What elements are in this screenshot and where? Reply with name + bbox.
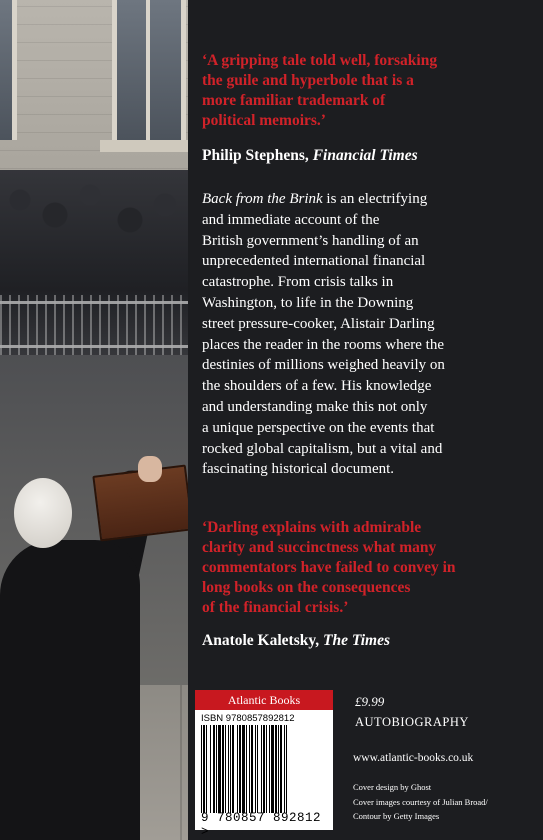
publisher-label: Atlantic Books bbox=[195, 690, 333, 710]
barcode-bar bbox=[201, 725, 202, 813]
review-attribution-ft: Philip Stephens, Financial Times bbox=[202, 147, 418, 164]
isbn-label: ISBN 9780857892812 bbox=[201, 713, 295, 724]
category: AUTOBIOGRAPHY bbox=[355, 715, 469, 729]
barcode-bar bbox=[239, 725, 241, 813]
man-hand bbox=[138, 456, 162, 482]
barcode-bar bbox=[242, 725, 245, 813]
barcode-bar bbox=[284, 725, 285, 813]
barcode-bar bbox=[255, 725, 256, 813]
barcode-bar bbox=[275, 725, 277, 813]
building-window bbox=[112, 0, 186, 145]
publisher-website: www.atlantic-books.co.uk bbox=[353, 752, 474, 764]
barcode-bar bbox=[218, 725, 221, 813]
book-title: Back from the Brink bbox=[202, 191, 323, 207]
barcode-box bbox=[195, 710, 333, 839]
barcode-bar bbox=[286, 725, 287, 813]
barcode-bar bbox=[222, 725, 224, 813]
building-window bbox=[0, 0, 17, 140]
book-description: Back from the Brink is an electrifying and immediate account of the British government’s handling of an unprecedented international financial catastrophe. From crisis talks in Washington, to life in the Downing street pressure-cooker, Alistair Darling places the reader in the rooms where the destinies of millions weighed heavily on the shoulders of a few. His knowledge and understanding make this not only a unique perspective on the events that rocked global capitalism, but a vital and fascinating historical document. bbox=[202, 191, 445, 478]
barcode-bar bbox=[203, 725, 205, 813]
review-quote-ft: ‘A gripping tale told well, forsaking the guile and hyperbole that is a more familiar trademark of political memoirs.’ bbox=[202, 52, 438, 129]
barcode-bar bbox=[278, 725, 279, 813]
barcode-bar bbox=[230, 725, 231, 813]
man-figure bbox=[0, 540, 140, 840]
barcode-icon bbox=[199, 725, 329, 815]
barcode-bar bbox=[263, 725, 265, 813]
barcode-bar bbox=[257, 725, 258, 813]
barcode-bar bbox=[232, 725, 234, 813]
cover-credits: Cover design by Ghost Cover images courtesy of Julian Broad/ Contour by Getty Images bbox=[353, 782, 488, 821]
barcode-bar bbox=[216, 725, 217, 813]
barcode-digits: 9 780857 892812 > bbox=[201, 811, 322, 839]
barcode-bar bbox=[228, 725, 229, 813]
barcode-bar bbox=[266, 725, 267, 813]
barcode-bar bbox=[261, 725, 262, 813]
crowd-barrier bbox=[0, 295, 188, 355]
barcode-bar bbox=[246, 725, 247, 813]
barcode-bar bbox=[271, 725, 274, 813]
review-attribution-times: Anatole Kaletsky, The Times bbox=[202, 632, 391, 649]
barcode-bar bbox=[237, 725, 238, 813]
barcode-bar bbox=[280, 725, 282, 813]
back-cover-text-panel bbox=[188, 0, 543, 840]
cover-photo bbox=[0, 0, 188, 840]
window-sill bbox=[100, 140, 188, 152]
barcode-bar bbox=[206, 725, 207, 813]
barcode-bar bbox=[249, 725, 250, 813]
barcode-bar bbox=[210, 725, 211, 813]
barcode-bar bbox=[225, 725, 226, 813]
man-head bbox=[14, 478, 72, 548]
barcode-bar bbox=[213, 725, 215, 813]
price: £9.99 bbox=[355, 694, 385, 709]
barcode-bar bbox=[251, 725, 253, 813]
barcode-bar bbox=[269, 725, 270, 813]
review-quote-times: ‘Darling explains with admirable clarity and succinctness what many commentators have failed to convey in long books on the consequences of the financial crisis.’ bbox=[202, 519, 456, 616]
